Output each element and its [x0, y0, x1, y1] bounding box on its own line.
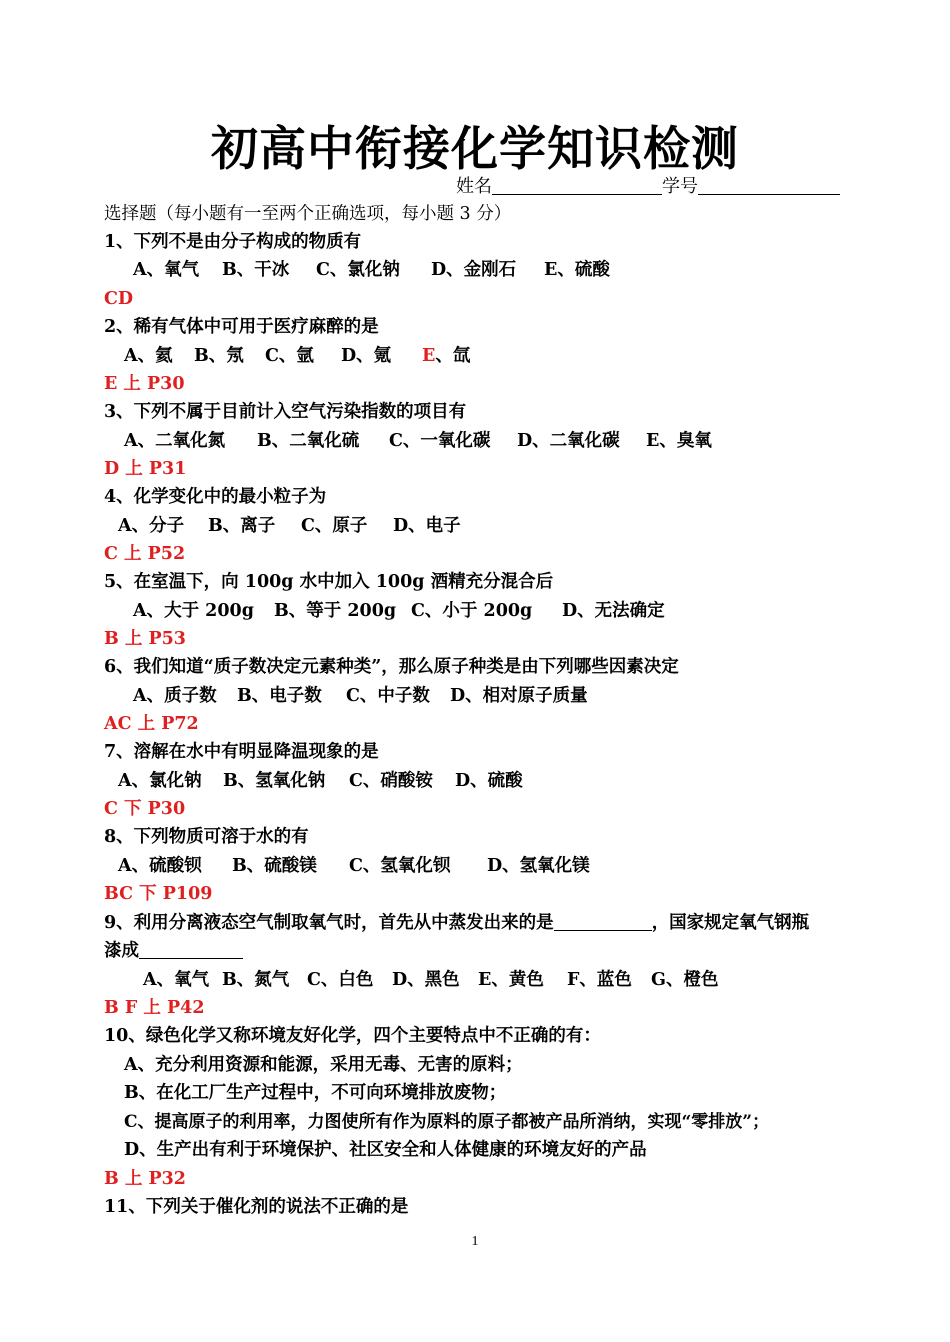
question-2: 2、稀有气体中可用于医疗麻醉的是 — [104, 317, 379, 337]
q10-option-a: A、充分利用资源和能源，采用无毒、无害的原料； — [124, 1055, 523, 1075]
q6-option-b: B、电子数 — [237, 686, 322, 706]
q5-option-d: D、无法确定 — [562, 601, 665, 621]
q8-option-a: A、硫酸钡 — [118, 856, 202, 876]
q2-option-a: A、氦 — [124, 346, 173, 366]
question-1: 1、下列不是由分子构成的物质有 — [104, 232, 362, 252]
question-5: 5、在室温下，向 100g 水中加入 100g 酒精充分混合后 — [104, 572, 554, 592]
q9-option-d: D、黑色 — [392, 970, 460, 990]
answer-1: CD — [104, 289, 134, 309]
q1-option-e: E、硫酸 — [544, 260, 610, 280]
q2-option-c: C、氩 — [265, 346, 314, 366]
q1-option-a: A、氧气 — [133, 260, 200, 280]
q6-option-a: A、质子数 — [133, 686, 217, 706]
q7-option-d: D、硫酸 — [455, 771, 523, 791]
page-title: 初高中衔接化学知识检测 — [211, 122, 739, 177]
q2-option-b: B、氖 — [194, 346, 244, 366]
q8-option-c: C、氢氧化钡 — [349, 856, 451, 876]
question-7: 7、溶解在水中有明显降温现象的是 — [104, 742, 379, 762]
q9-text-part2: ，国家规定氧气钢瓶 — [651, 913, 810, 933]
q10-option-c: C、提高原子的利用率，力图使所有作为原料的原子都被产品所消纳，实现“零排放”； — [124, 1112, 770, 1132]
q3-option-c: C、一氧化碳 — [389, 431, 491, 451]
answer-9: B F 上 P42 — [104, 998, 205, 1018]
q10-option-d: D、生产出有利于环境保护、社区安全和人体健康的环境友好的产品 — [124, 1140, 647, 1160]
q6-option-c: C、中子数 — [346, 686, 430, 706]
question-9-cont — [104, 940, 243, 962]
question-9 — [104, 912, 809, 934]
answer-2: E 上 P30 — [104, 374, 185, 394]
q1-option-d: D、金刚石 — [431, 260, 517, 280]
question-4: 4、化学变化中的最小粒子为 — [104, 487, 327, 507]
q9-option-g: G、橙色 — [651, 970, 719, 990]
q4-option-b: B、离子 — [208, 516, 276, 536]
question-10: 10、绿色化学又称环境友好化学，四个主要特点中不正确的有： — [104, 1026, 601, 1046]
q3-option-e: E、臭氧 — [646, 431, 712, 451]
q9-text-part1: 9、利用分离液态空气制取氧气时，首先从中蒸发出来的是 — [104, 913, 554, 933]
q3-option-d: D、二氧化碳 — [517, 431, 620, 451]
q2-option-d: D、氪 — [341, 346, 392, 366]
answer-4: C 上 P52 — [104, 544, 186, 564]
q1-option-c: C、氯化钠 — [316, 260, 400, 280]
q5-option-b: B、等于 200g — [274, 601, 397, 621]
name-blank[interactable] — [492, 176, 662, 195]
id-blank[interactable] — [698, 176, 840, 195]
question-3: 3、下列不属于目前计入空气污染指数的项目有 — [104, 402, 467, 422]
q1-option-b: B、干冰 — [222, 260, 290, 280]
q7-option-b: B、氢氧化钠 — [223, 771, 326, 791]
q9-blank-1[interactable] — [554, 912, 652, 931]
q9-option-e: E、黄色 — [478, 970, 544, 990]
q9-option-b: B、氮气 — [222, 970, 290, 990]
section-intro: 选择题（每小题有一至两个正确选项，每小题 3 分） — [104, 204, 512, 224]
q3-option-a: A、二氧化氮 — [124, 431, 226, 451]
q9-option-a: A、氧气 — [143, 970, 210, 990]
question-8: 8、下列物质可溶于水的有 — [104, 827, 309, 847]
answer-3: D 上 P31 — [104, 459, 187, 479]
q5-option-c: C、小于 200g — [411, 601, 533, 621]
q9-option-f: F、蓝色 — [567, 970, 632, 990]
q10-option-b: B、在化工厂生产过程中，不可向环境排放废物； — [124, 1083, 507, 1103]
page-number: 1 — [471, 1234, 479, 1249]
answer-7: C 下 P30 — [104, 799, 186, 819]
name-label: 姓名 — [456, 176, 492, 197]
answer-10: B 上 P32 — [104, 1169, 186, 1189]
q9-option-c: C、白色 — [307, 970, 374, 990]
question-6: 6、我们知道“质子数决定元素种类”，那么原子种类是由下列哪些因素决定 — [104, 657, 679, 677]
q9-blank-2[interactable] — [139, 940, 243, 959]
q4-option-a: A、分子 — [118, 516, 185, 536]
q5-option-a: A、大于 200g — [133, 601, 254, 621]
answer-5: B 上 P53 — [104, 629, 186, 649]
q4-option-c: C、原子 — [301, 516, 368, 536]
q8-option-d: D、氢氧化镁 — [487, 856, 590, 876]
q9-text-part3: 漆成 — [104, 941, 139, 961]
q3-option-b: B、二氧化硫 — [257, 431, 360, 451]
id-label: 学号 — [662, 176, 698, 197]
answer-6: AC 上 P72 — [104, 714, 199, 734]
q7-option-c: C、硝酸铵 — [349, 771, 433, 791]
q7-option-a: A、氯化钠 — [118, 771, 202, 791]
q6-option-d: D、相对原子质量 — [450, 686, 588, 706]
q4-option-d: D、电子 — [393, 516, 461, 536]
q8-option-b: B、硫酸镁 — [232, 856, 317, 876]
q2-option-e: E、氙 — [422, 346, 471, 366]
question-11: 11、下列关于催化剂的说法不正确的是 — [104, 1197, 409, 1217]
answer-8: BC 下 P109 — [104, 884, 213, 904]
name-id-line — [456, 172, 840, 198]
